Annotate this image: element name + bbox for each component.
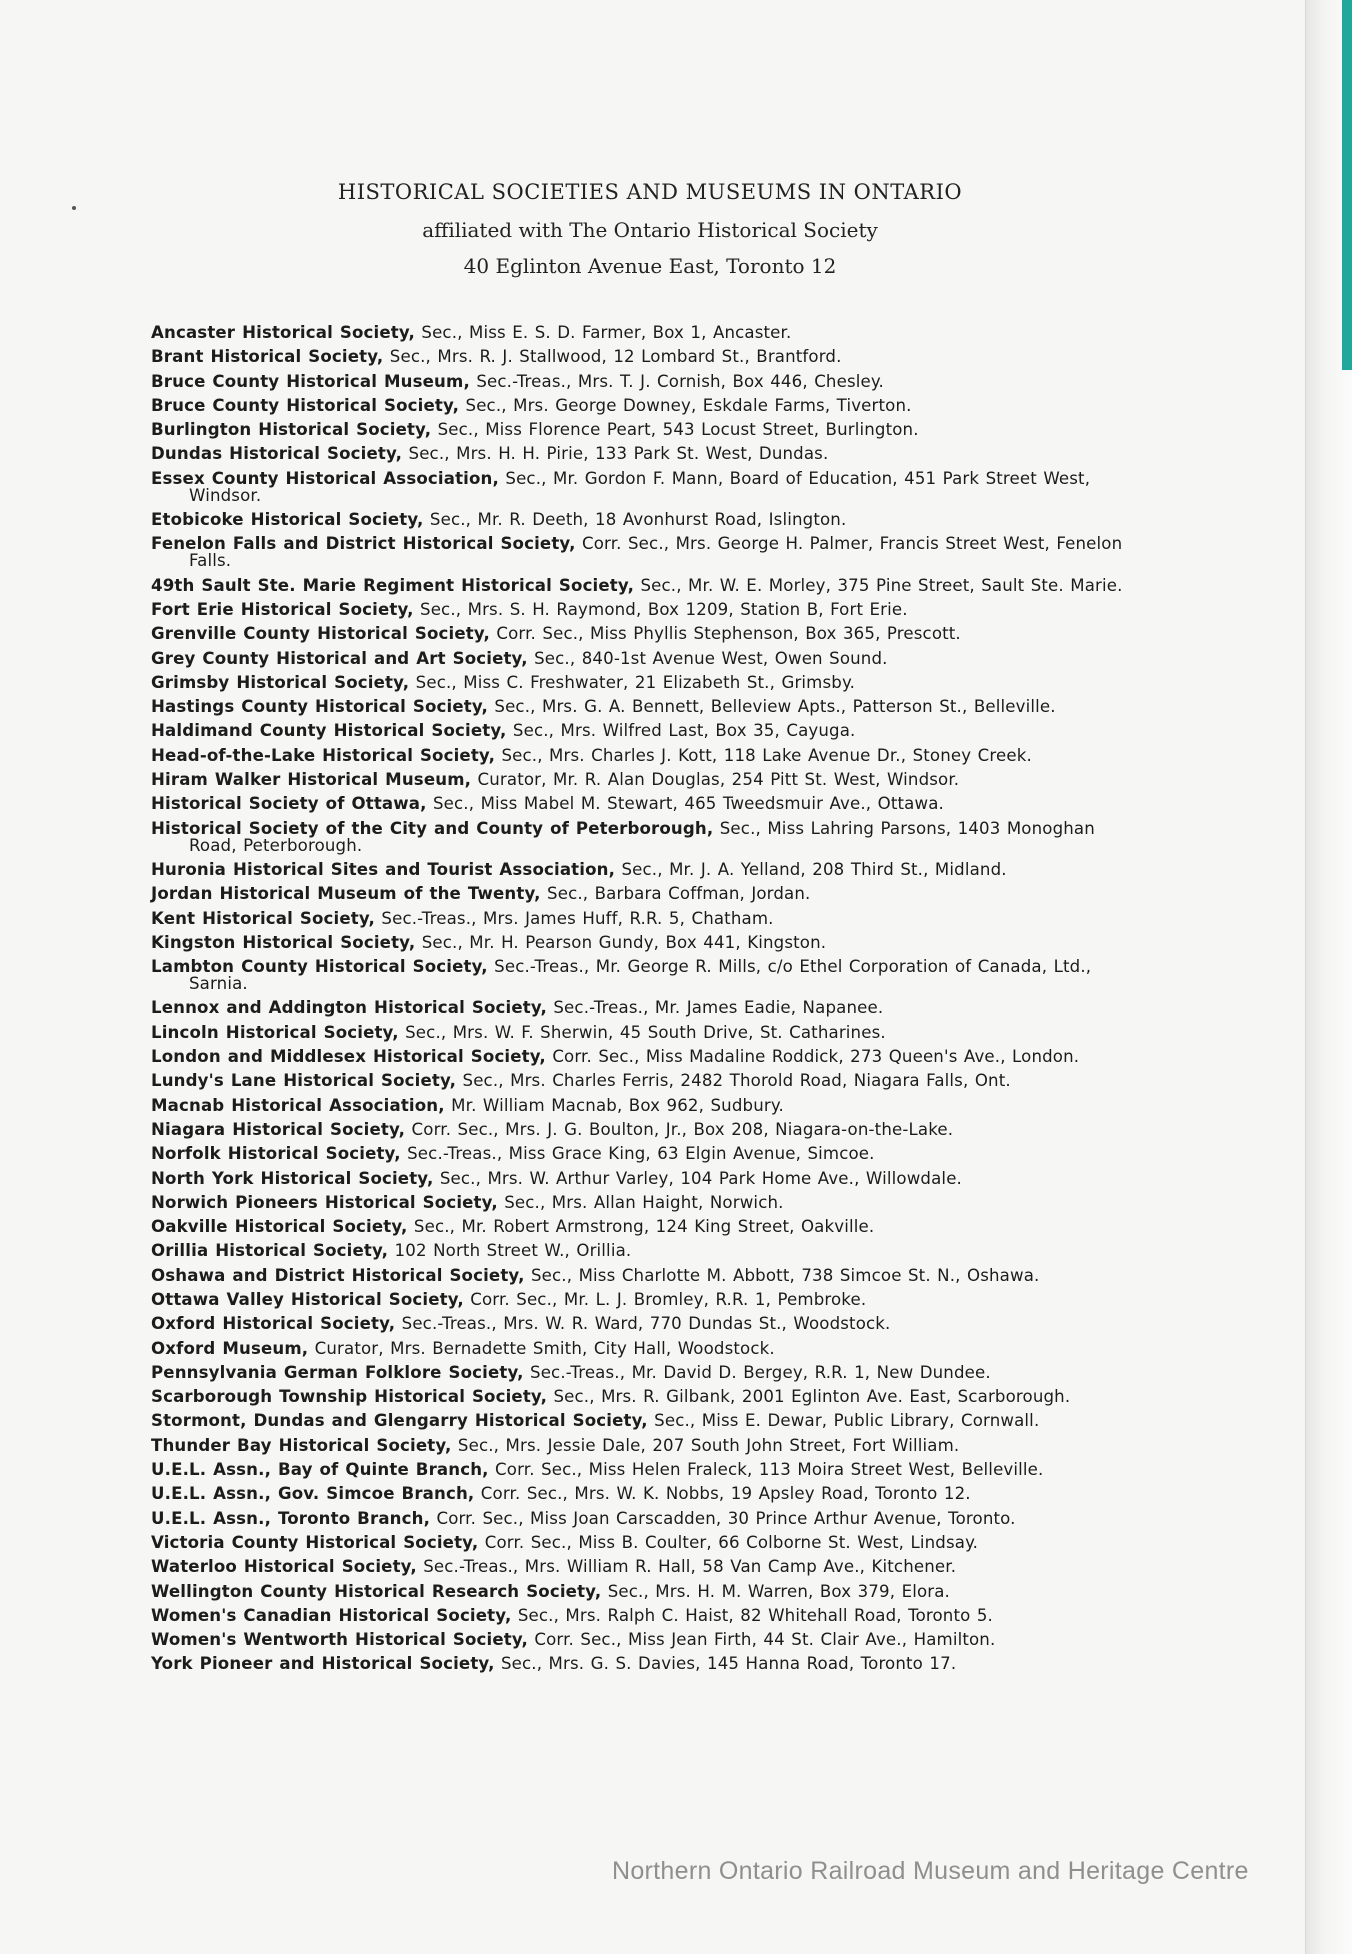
society-detail: Corr. Sec., Mrs. W. K. Nobbs, 19 Apsley Road, Toronto 12. [474,1484,971,1504]
society-detail: Sec., Mrs. H. H. Pirie, 133 Park St. West, Dundas. [402,444,829,464]
list-item [151,958,1147,992]
list-item [151,1510,1147,1527]
society-name: Brant Historical Society, [151,347,384,367]
society-detail: Corr. Sec., Miss Madaline Roddick, 273 Queen's Ave., London. [545,1047,1080,1067]
list-item [151,861,1147,878]
society-detail: Sec., Miss E. Dewar, Public Library, Cornwall. [647,1411,1040,1431]
list-item [151,625,1147,642]
list-item [151,885,1147,902]
society-name: Bruce County Historical Society, [151,395,460,415]
society-name: Macnab Historical Association, [151,1095,445,1115]
list-item [151,1485,1147,1502]
society-name: Women's Wentworth Historical Society, [151,1630,528,1650]
society-name: Haldimand County Historical Society, [151,721,507,741]
society-name: Grimsby Historical Society, [151,672,410,692]
society-detail: Sec., Barbara Coffman, Jordan. [540,884,811,904]
society-detail: Sec.-Treas., Mrs. W. R. Ward, 770 Dundas St., Woodstock. [395,1314,891,1334]
affiliation-line: affiliated with The Ontario Historical Society [422,218,878,242]
society-detail: Sec., Mrs. W. F. Sherwin, 45 South Drive, St. Catharines. [398,1022,886,1042]
society-name: Niagara Historical Society, [151,1119,406,1139]
list-item [151,1461,1147,1478]
society-detail: Sec., Mrs. G. S. Davies, 145 Hanna Road, Toronto 17. [494,1654,957,1674]
society-name: York Pioneer and Historical Society, [151,1654,495,1674]
society-detail: 102 North Street W., Orillia. [388,1241,632,1261]
list-item [151,1170,1147,1187]
society-detail: Sec., Mrs. R. J. Stallwood, 12 Lombard St., Brantford. [383,347,842,367]
society-detail: Corr. Sec., Miss Joan Carscadden, 30 Prince Arthur Avenue, Toronto. [430,1508,1016,1528]
society-name: Kingston Historical Society, [151,932,416,952]
society-detail: Corr. Sec., Miss Jean Firth, 44 St. Clair Ave., Hamilton. [527,1630,996,1650]
society-name: Victoria County Historical Society, [151,1532,479,1552]
society-name: Huronia Historical Sites and Tourist Association, [151,859,616,879]
society-name: Wellington County Historical Research Society, [151,1581,602,1601]
society-detail: Sec., Mrs. Wilfred Last, Box 35, Cayuga. [506,721,856,741]
list-item [151,1194,1147,1211]
society-detail: Curator, Mrs. Bernadette Smith, City Hall, Woodstock. [308,1338,775,1358]
society-list [151,324,1147,1680]
society-detail: Corr. Sec., Miss Phyllis Stephenson, Box 365, Prescott. [489,624,961,644]
society-name: Kent Historical Society, [151,908,375,928]
society-detail: Sec., Mrs. G. A. Bennett, Belleview Apts., Patterson St., Belleville. [487,697,1056,717]
society-name: Ottawa Valley Historical Society, [151,1289,464,1309]
society-detail: Sec., Mr. W. E. Morley, 375 Pine Street, Sault Ste. Marie. [634,575,1123,595]
list-item [151,511,1147,528]
list-item [151,820,1147,854]
society-detail: Sec., Mrs. George Downey, Eskdale Farms, Tiverton. [459,395,912,415]
society-name: Dundas Historical Society, [151,444,403,464]
society-detail: Sec.-Treas., Mr. James Eadie, Napanee. [546,998,884,1018]
society-name: Scarborough Township Historical Society, [151,1387,548,1407]
society-detail: Corr. Sec., Miss Helen Fraleck, 113 Moira Street West, Belleville. [488,1460,1044,1480]
society-name: Pennsylvania German Folklore Society, [151,1362,524,1382]
color-tab-strip [1342,0,1352,370]
list-item [151,934,1147,951]
list-item [151,577,1147,594]
list-item [151,999,1147,1016]
list-item [151,1242,1147,1259]
list-item [151,747,1147,764]
list-item [151,1558,1147,1575]
society-name: Orillia Historical Society, [151,1241,389,1261]
society-detail: Sec., Mr. J. A. Yelland, 208 Third St., Midland. [615,859,1007,879]
list-item [151,698,1147,715]
list-item [151,1315,1147,1332]
society-detail: Sec., Mr. R. Deeth, 18 Avonhurst Road, Islington. [423,510,847,530]
list-item [151,1291,1147,1308]
list-item [151,771,1147,788]
list-item [151,348,1147,365]
list-item [151,795,1147,812]
list-item [151,1267,1147,1284]
society-name: Oxford Museum, [151,1338,309,1358]
list-item [151,601,1147,618]
society-name: Stormont, Dundas and Glengarry Historical Society, [151,1411,648,1431]
society-detail: Sec., Miss C. Freshwater, 21 Elizabeth St., Grimsby. [409,672,856,692]
society-detail: Sec., Miss Lahring Parsons, 1403 Monoghan Road, Peterborough. [189,818,1095,855]
watermark: Northern Ontario Railroad Museum and Heritage Centre [612,1857,1249,1885]
list-item [151,1340,1147,1357]
list-item [151,1534,1147,1551]
society-detail: Corr. Sec., Mrs. J. G. Boulton, Jr., Box 208, Niagara-on-the-Lake. [405,1119,954,1139]
society-name: Waterloo Historical Society, [151,1557,417,1577]
list-item [151,1655,1147,1672]
list-item [151,1048,1147,1065]
society-detail: Sec., Mrs. S. H. Raymond, Box 1209, Station B, Fort Erie. [413,599,908,619]
society-detail: Curator, Mr. R. Alan Douglas, 254 Pitt St. West, Windsor. [471,770,960,790]
society-name: Lennox and Addington Historical Society, [151,998,547,1018]
society-detail: Sec., Mrs. W. Arthur Varley, 104 Park Home Ave., Willowdale. [433,1168,962,1188]
society-name: Historical Society of the City and County of Peterborough, [151,818,714,838]
society-name: Lincoln Historical Society, [151,1022,399,1042]
list-item [151,1583,1147,1600]
society-name: Lambton County Historical Society, [151,957,488,977]
list-item [151,1388,1147,1405]
society-name: Historical Society of Ottawa, [151,794,427,814]
society-detail: Sec., Miss Mabel M. Stewart, 465 Tweedsmuir Ave., Ottawa. [426,794,944,814]
society-name: Ancaster Historical Society, [151,323,415,342]
society-name: 49th Sault Ste. Marie Regiment Historical Society, [151,575,635,595]
society-name: Head-of-the-Lake Historical Society, [151,745,496,765]
society-name: Essex County Historical Association, [151,468,499,488]
society-detail: Sec., Miss Florence Peart, 543 Locust Street, Burlington. [431,420,919,440]
society-detail: Sec.-Treas., Mrs. William R. Hall, 58 Van Camp Ave., Kitchener. [416,1557,957,1577]
society-name: Hiram Walker Historical Museum, [151,770,472,790]
society-detail: Sec., Miss Charlotte M. Abbott, 738 Simcoe St. N., Oshawa. [524,1265,1040,1285]
society-detail: Sec., Mrs. Jessie Dale, 207 South John Street, Fort William. [451,1435,960,1455]
society-name: Jordan Historical Museum of the Twenty, [151,884,541,904]
address-line: 40 Eglinton Avenue East, Toronto 12 [463,254,837,278]
society-detail: Sec., Mrs. Charles J. Kott, 118 Lake Avenue Dr., Stoney Creek. [495,745,1032,765]
list-item [151,1631,1147,1648]
list-item [151,1412,1147,1429]
society-name: Women's Canadian Historical Society, [151,1605,512,1625]
list-item [151,674,1147,691]
society-detail: Sec., Mr. Gordon F. Mann, Board of Education, 451 Park Street West, Windsor. [189,468,1091,505]
list-item [151,535,1147,569]
society-detail: Sec., Mrs. Allan Haight, Norwich. [497,1192,784,1212]
society-name: U.E.L. Assn., Bay of Quinte Branch, [151,1460,489,1480]
society-name: Norfolk Historical Society, [151,1144,401,1164]
society-detail: Sec., Mr. Robert Armstrong, 124 King Street, Oakville. [407,1217,875,1237]
society-detail: Sec., Mrs. Ralph C. Haist, 82 Whitehall Road, Toronto 5. [511,1605,993,1625]
list-item [151,1121,1147,1138]
society-detail: Sec., Miss E. S. D. Farmer, Box 1, Ancaster. [414,323,792,342]
list-item [151,1364,1147,1381]
document-title: HISTORICAL SOCIETIES AND MUSEUMS IN ONTARIO [337,180,963,204]
list-item [151,397,1147,414]
society-detail: Sec., Mrs. Charles Ferris, 2482 Thorold Road, Niagara Falls, Ont. [456,1071,1011,1091]
society-detail: Sec.-Treas., Mr. George R. Mills, c/o Ethel Corporation of Canada, Ltd., Sarnia. [189,957,1092,994]
society-name: Norwich Pioneers Historical Society, [151,1192,498,1212]
list-item [151,1218,1147,1235]
list-item [151,1072,1147,1089]
list-item [151,1024,1147,1041]
society-name: London and Middlesex Historical Society, [151,1047,546,1067]
society-name: North York Historical Society, [151,1168,434,1188]
society-name: Oshawa and District Historical Society, [151,1265,525,1285]
society-detail: Mr. William Macnab, Box 962, Sudbury. [444,1095,784,1115]
society-name: Fenelon Falls and District Historical Society, [151,534,576,554]
society-detail: Corr. Sec., Mrs. George H. Palmer, Francis Street West, Fenelon Falls. [189,534,1123,571]
society-name: Grey County Historical and Art Society, [151,648,528,668]
society-detail: Sec.-Treas., Mr. David D. Bergey, R.R. 1, New Dundee. [523,1362,991,1382]
society-detail: Sec., Mrs. R. Gilbank, 2001 Eglinton Ave. East, Scarborough. [547,1387,1071,1407]
society-detail: Sec.-Treas., Mrs. T. J. Cornish, Box 446, Chesley. [469,371,884,391]
list-item [151,470,1147,504]
list-item [151,421,1147,438]
list-item [151,1607,1147,1624]
society-name: Oxford Historical Society, [151,1314,396,1334]
society-detail: Sec., 840-1st Avenue West, Owen Sound. [527,648,888,668]
society-detail: Sec.-Treas., Mrs. James Huff, R.R. 5, Chatham. [375,908,774,928]
society-detail: Corr. Sec., Miss B. Coulter, 66 Colborne St. West, Lindsay. [478,1532,979,1552]
society-name: U.E.L. Assn., Toronto Branch, [151,1508,431,1528]
list-item [151,1437,1147,1454]
list-item [151,445,1147,462]
society-name: Fort Erie Historical Society, [151,599,414,619]
list-item [151,373,1147,390]
society-name: Lundy's Lane Historical Society, [151,1071,457,1091]
list-item [151,722,1147,739]
document-header [0,180,1300,290]
list-item [151,1145,1147,1162]
society-name: Thunder Bay Historical Society, [151,1435,452,1455]
society-name: Grenville County Historical Society, [151,624,490,644]
list-item [151,650,1147,667]
society-name: U.E.L. Assn., Gov. Simcoe Branch, [151,1484,475,1504]
society-name: Burlington Historical Society, [151,420,432,440]
list-item [151,1097,1147,1114]
society-detail: Sec., Mr. H. Pearson Gundy, Box 441, Kingston. [415,932,827,952]
list-item [151,910,1147,927]
society-detail: Corr. Sec., Mr. L. J. Bromley, R.R. 1, Pembroke. [463,1289,867,1309]
society-name: Hastings County Historical Society, [151,697,488,717]
society-name: Bruce County Historical Museum, [151,371,470,391]
society-detail: Sec.-Treas., Miss Grace King, 63 Elgin Avenue, Simcoe. [400,1144,875,1164]
list-item [151,324,1147,341]
society-name: Etobicoke Historical Society, [151,510,424,530]
society-detail: Sec., Mrs. H. M. Warren, Box 379, Elora. [601,1581,950,1601]
society-name: Oakville Historical Society, [151,1217,408,1237]
